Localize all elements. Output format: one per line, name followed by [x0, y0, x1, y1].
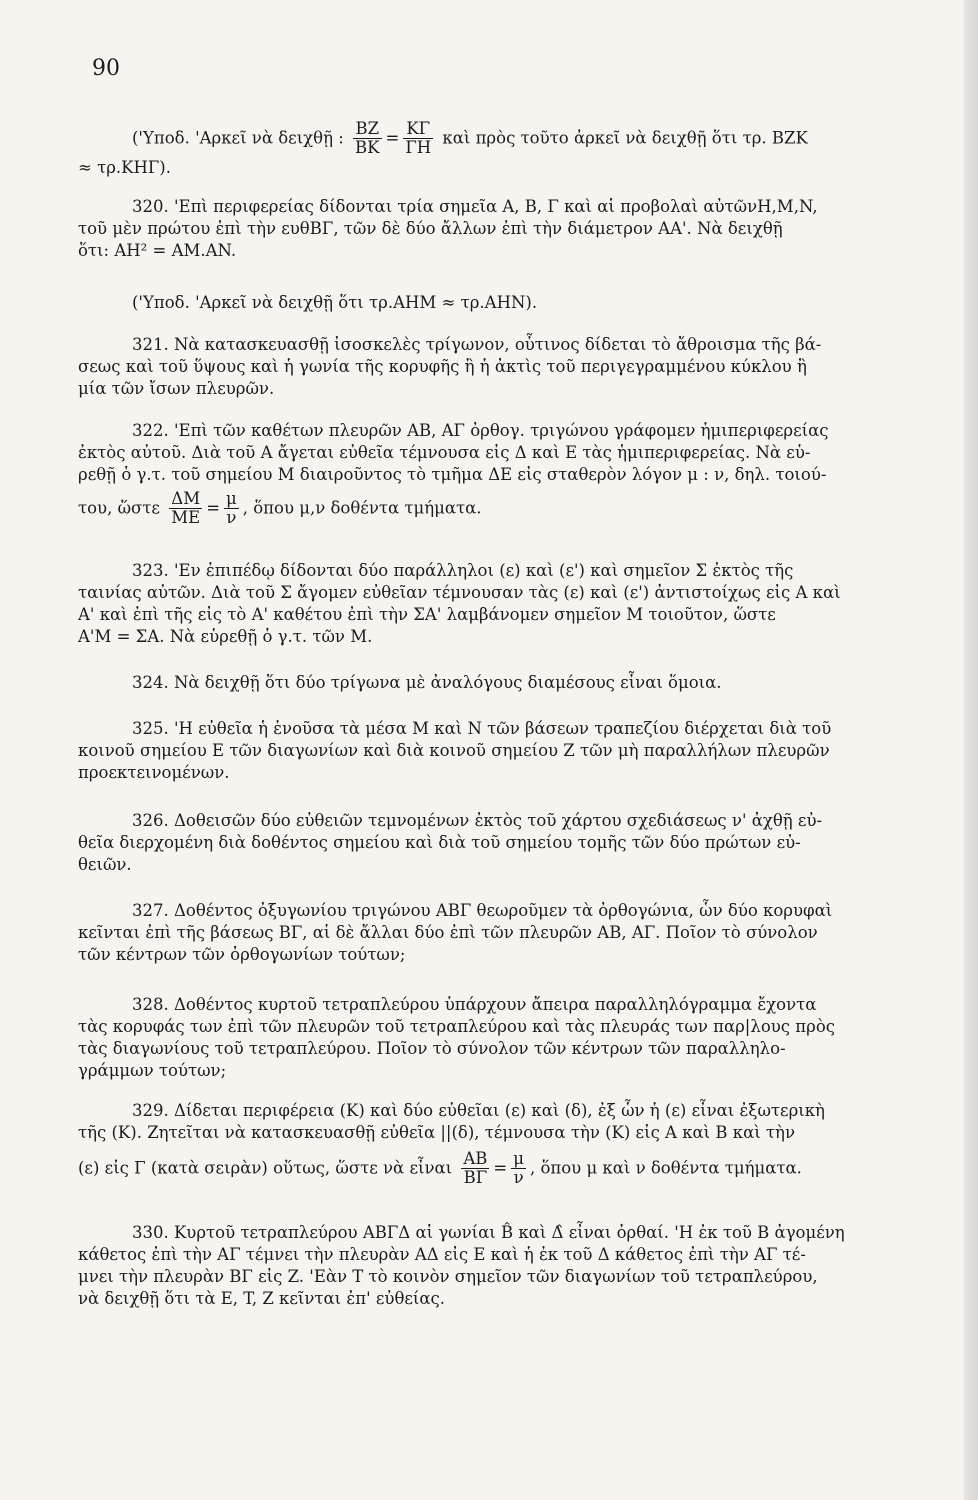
- problem-328: 328. Δοθέντος κυρτοῦ τετραπλεύρου ὑπάρχουν ἄπειρα παραλληλόγραμμα ἔχοντα τὰς κορυφάς των ἐπὶ τῶν πλευρῶν τοῦ τετραπλεύρου καὶ τὰς πλευράς των παρ|λους πρὸς τὰς διαγωνίους τοῦ τετραπλεύρου. Ποῖον τὸ σύνολον τῶν κέντρων τῶν παραλληλο- γράμμων τούτων;: [78, 995, 835, 1080]
- fraction-mu-nu: $\frac{\mu}{\nu}$: [226, 489, 237, 527]
- problem-323: 323. 'Εν ἐπιπέδῳ δίδονται δύο παράλληλοι (ε) καὶ (ε') καὶ σημεῖον Σ ἐκτὸς τῆς ταινίας αὐτῶν. Διὰ τοῦ Σ ἄγομεν εὐθεῖαν τέμνουσαν τὰς (ε) καὶ (ε') ἀντιστοίχως εἰς A καὶ A' καὶ ἐπὶ τῆς εἰς τὸ A' καθέτου ἐπὶ τὴν ΣA' λαμβάνομεν σημεῖον M τοιοῦτον, ὥστε A'M = ΣA. Νὰ εὑρεθῇ ὁ γ.τ. τῶν M.: [78, 561, 841, 646]
- page-number: 90: [92, 56, 120, 81]
- problem-324: 324. Νὰ δειχθῇ ὅτι δύο τρίγωνα μὲ ἀναλόγους διαμέσους εἶναι ὅμοια.: [132, 673, 722, 692]
- fraction-bz-bk: $\frac{BZ}{BK}$: [355, 119, 380, 157]
- hint-319-line-2: ≈ τρ.KHΓ).: [78, 158, 171, 177]
- problem-321: 321. Νὰ κατασκευασθῇ ἰσοσκελὲς τρίγωνον, οὗτινος δίδεται τὸ ἄθροισμα τῆς βά- σεως καὶ τοῦ ὕψους καὶ ἡ γωνία τῆς κορυφῆς ἢ ἡ ἀκτὶς τοῦ περιγεγραμμένου κύκλου ἢ μία τῶν ἴσων πλευρῶν.: [78, 335, 822, 398]
- fraction-ab-bg: $\frac{AB}{B\Gamma}$: [463, 1149, 488, 1187]
- problem-330: 330. Κυρτοῦ τετραπλεύρου ABΓΔ αἱ γωνίαι B̂ καὶ Δ̂ εἶναι ὀρθαί. 'H ἐκ τοῦ B ἀγομένη κάθετος ἐπὶ τὴν AΓ τέμνει τὴν πλευρὰν AΔ εἰς E καὶ ἡ ἐκ τοῦ Δ κάθετος ἐπὶ τὴν AΓ τέ- μνει τὴν πλευρὰν BΓ εἰς Z. 'Εὰν T τὸ κοινὸν σημεῖον τῶν διαγωνίων τοῦ τετραπλεύρου, νὰ δειχθῇ ὅτι τὰ E, T, Z κεῖνται ἐπ' εὐθείας.: [78, 1223, 845, 1308]
- problem-326: 326. Δοθεισῶν δύο εὐθειῶν τεμνομένων ἐκτὸς τοῦ χάρτου σχεδιάσεως ν' ἀχθῇ εὐ- θεῖα διερχομένη διὰ δοθέντος σημείου καὶ διὰ τοῦ σημείου τομῆς τῶν δύο πρώτων εὐ- θειῶν.: [78, 811, 823, 874]
- problem-327: 327. Δοθέντος ὀξυγωνίου τριγώνου ABΓ θεωροῦμεν τὰ ὀρθογώνια, ὧν δύο κορυφαὶ κεῖνται ἐπὶ τῆς βάσεως BΓ, αἱ δὲ ἄλλαι δύο ἐπὶ τῶν πλευρῶν AB, AΓ. Ποῖον τὸ σύνολον τῶν κέντρων τῶν ὀρθογωνίων τούτων;: [78, 901, 833, 964]
- problem-322: 322. 'Επὶ τῶν καθέτων πλευρῶν AB, AΓ ὀρθογ. τριγώνου γράφομεν ἡμιπεριφερείας ἐκτὸς αὐτοῦ. Διὰ τοῦ A ἄγεται εὐθεῖα τέμνουσα εἰς Δ καὶ E τὰς ἡμιπεριφερείας. Νὰ εὑ- ρεθῇ ὁ γ.τ. τοῦ σημείου M διαιροῦντος τὸ τμῆμα ΔE εἰς σταθερὸν λόγον μ : ν, δηλ. τοιού- του, ὥστε $\frac{\Delta M}{ME}$ = $\frac{\mu}{\nu}$ , ὅπου μ,ν δοθέντα τμήματα.: [78, 420, 878, 527]
- hint-320: ('Υποδ. 'Αρκεῖ νὰ δειχθῇ ὅτι τρ.AHM ≈ τρ.AHN).: [132, 293, 538, 312]
- problem-322-ratio-line: του, ὥστε $\frac{\Delta M}{ME}$ = $\frac{\mu}{\nu}$ , ὅπου μ,ν δοθέντα τμήματα.: [78, 489, 482, 527]
- problem-329: 329. Δίδεται περιφέρεια (K) καὶ δύο εὐθεῖαι (ε) καὶ (δ), ἐξ ὧν ἡ (ε) εἶναι ἐξωτερικὴ τῆς (K). Ζητεῖται νὰ κατασκευασθῇ εὐθεῖα ||(δ), τέμνουσα τὴν (K) εἰς A καὶ B καὶ τὴν (ε) εἰς Γ (κατὰ σειρὰν) οὕτως, ὥστε νὰ εἶναι $\frac{AB}{B\Gamma}$ = $\frac{\mu}{\nu}$ , ὅπου μ καὶ ν δοθέντα τμήματα.: [78, 1100, 878, 1187]
- problem-325: 325. 'H εὐθεῖα ἡ ἑνοῦσα τὰ μέσα M καὶ N τῶν βάσεων τραπεζίου διέρχεται διὰ τοῦ κοινοῦ σημείου E τῶν διαγωνίων καὶ διὰ κοινοῦ σημείου Z τῶν μὴ παραλλήλων πλευρῶν προεκτεινομένων.: [78, 719, 832, 782]
- page-edge: [964, 0, 978, 1500]
- problem-329-ratio-line: (ε) εἰς Γ (κατὰ σειρὰν) οὕτως, ὥστε νὰ εἶναι $\frac{AB}{B\Gamma}$ = $\frac{\mu}{\nu}$ , ὅπου μ καὶ ν δοθέντα τμήματα.: [78, 1149, 802, 1187]
- hint-319-line-1: ('Υποδ. 'Αρκεῖ νὰ δειχθῇ : $\frac{BZ}{BK}$ = $\frac{K\Gamma}{\Gamma H}$ καὶ πρὸς τοῦτο ἀρκεῖ νὰ δειχθῇ ὅτι τρ. BZK: [132, 119, 808, 157]
- fraction-dm-me: $\frac{\Delta M}{ME}$: [171, 489, 201, 527]
- hint-319: [78, 120, 878, 179]
- fraction-mu-nu-2: $\frac{\mu}{\nu}$: [513, 1149, 524, 1187]
- problem-320: 320. 'Επὶ περιφερείας δίδονται τρία σημεῖα A, B, Γ καὶ αἱ προβολαὶ αὐτῶνH,M,N, τοῦ μὲν πρώτου ἐπὶ τὴν ευθΒΓ, τῶν δὲ δύο ἄλλων ἐπὶ τὴν διάμετρον AA'. Νὰ δειχθῇ ὅτι: AH² = AM.AN.: [78, 197, 818, 260]
- fraction-kg-gh: $\frac{K\Gamma}{\Gamma H}$: [405, 119, 432, 157]
